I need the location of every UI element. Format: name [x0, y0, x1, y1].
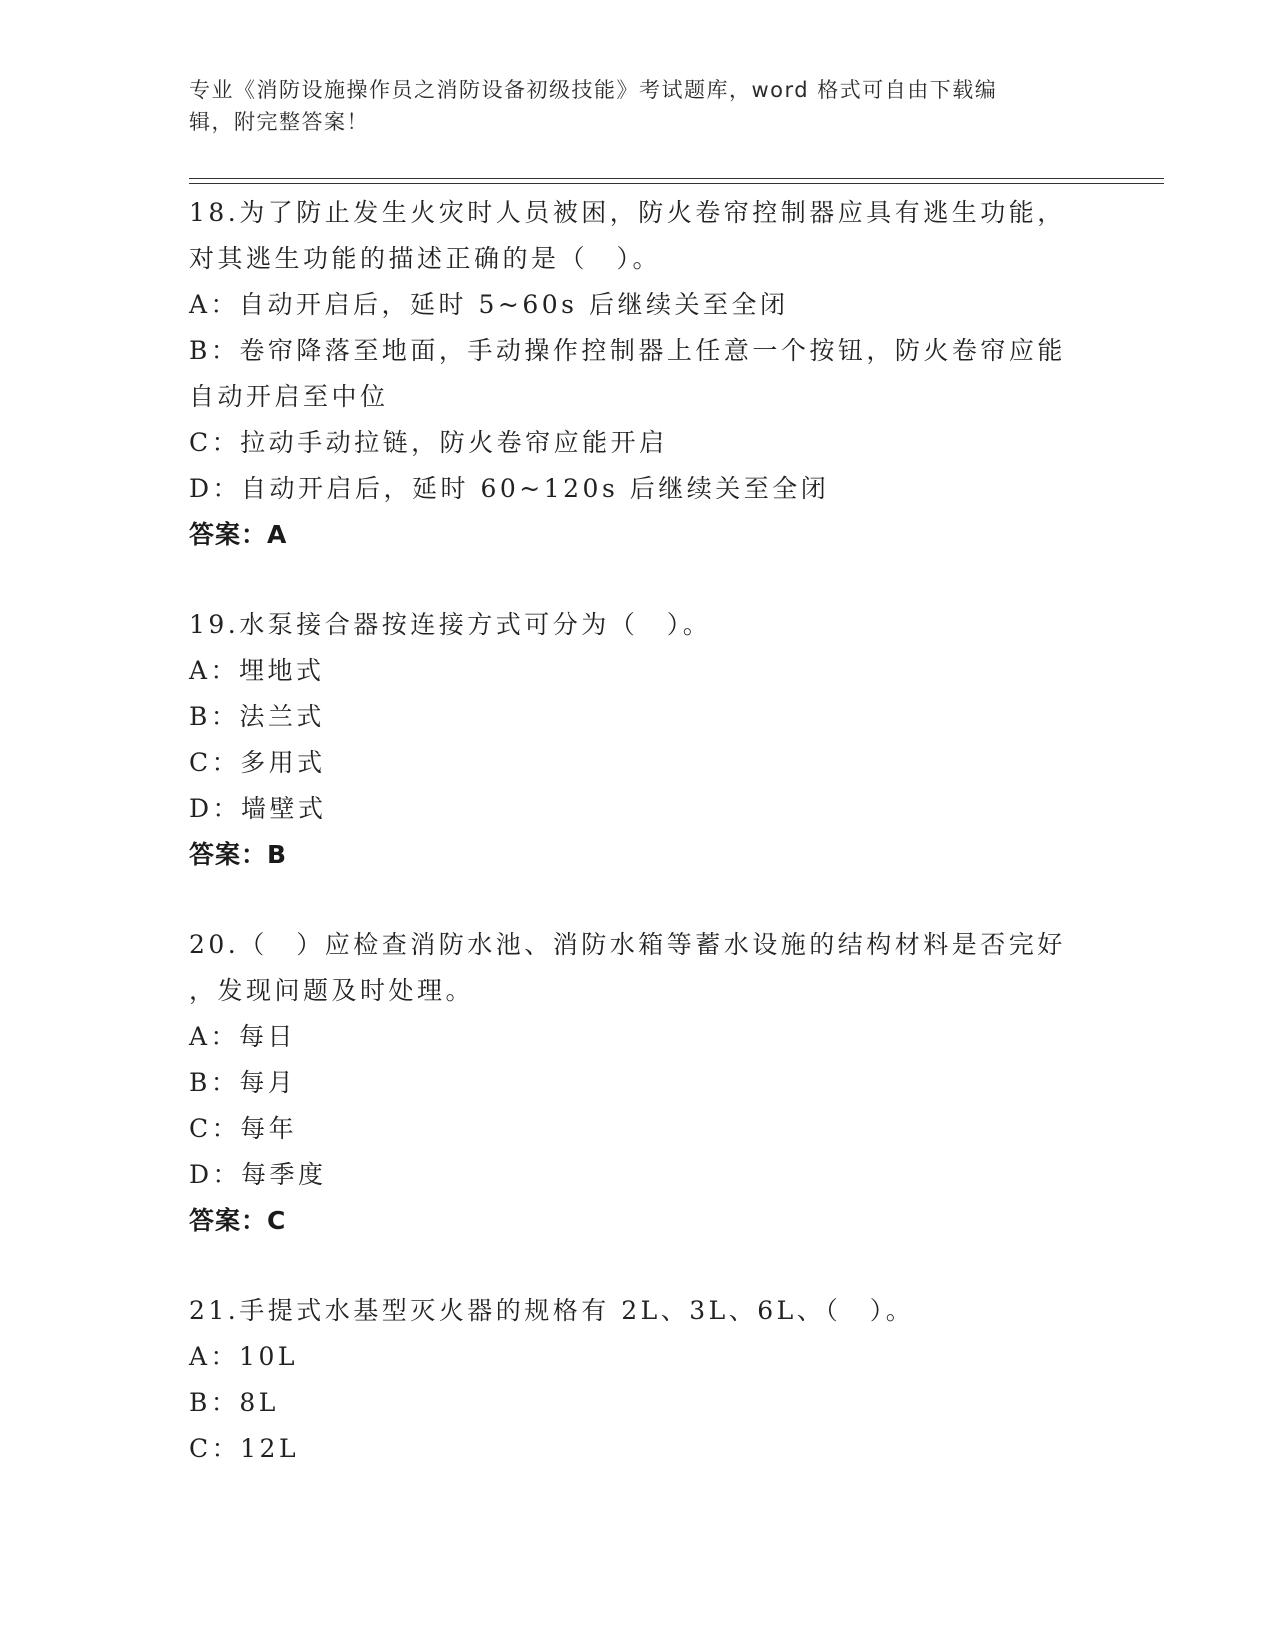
- answer-option-line: A：每日: [189, 1022, 297, 1051]
- answer-label: 答案：: [189, 1206, 268, 1235]
- answer-option-line: B：8L: [189, 1388, 279, 1417]
- question-stem-line: 对其逃生功能的描述正确的是（ ）。: [189, 244, 662, 273]
- answer-option-line: D：自动开启后，延时 60~120s 后继续关至全闭: [189, 474, 830, 503]
- question-stem-line: 19.水泵接合器按连接方式可分为（ ）。: [189, 610, 712, 639]
- answer-label: 答案：: [189, 840, 268, 869]
- question-block: [189, 190, 1089, 558]
- answer-option-line: D：每季度: [189, 1160, 327, 1189]
- answer-option-line: C：多用式: [189, 748, 326, 777]
- answer-key: [189, 832, 1089, 878]
- answer-option-line: A：自动开启后，延时 5~60s 后继续关至全闭: [189, 290, 789, 319]
- header-divider-bottom: [189, 183, 1164, 184]
- answer-value: C: [267, 1206, 287, 1235]
- answer-option-line: D：墙壁式: [189, 794, 327, 823]
- answer-option-line: B：法兰式: [189, 702, 325, 731]
- question-stem-line: ，发现问题及时处理。: [189, 976, 475, 1005]
- answer-option-line: C：拉动手动拉链，防火卷帘应能开启: [189, 428, 668, 457]
- answer-label: 答案：: [189, 520, 268, 549]
- question-stem-line: 20.（ ）应检查消防水池、消防水箱等蓄水设施的结构材料是否完好: [189, 930, 1066, 959]
- header-divider-top: [189, 178, 1164, 179]
- header-line-2: 辑，附完整答案！: [189, 110, 369, 134]
- answer-key: [189, 512, 1089, 558]
- document-header: [189, 74, 1079, 138]
- answer-option-line: C：每年: [189, 1114, 298, 1143]
- answer-value: A: [267, 520, 288, 549]
- header-line-1: 专业《消防设施操作员之消防设备初级技能》考试题库，word 格式可自由下载编: [189, 78, 998, 102]
- answer-option-line: C：12L: [189, 1434, 300, 1463]
- answer-option-line: 自动开启至中位: [189, 382, 389, 411]
- question-list: [189, 190, 1089, 1472]
- question-block: [189, 922, 1089, 1244]
- answer-option-line: B：每月: [189, 1068, 297, 1097]
- question-block: [189, 602, 1089, 878]
- answer-option-line: B：卷帘降落至地面，手动操作控制器上任意一个按钮，防火卷帘应能: [189, 336, 1066, 365]
- answer-key: [189, 1198, 1089, 1244]
- question-block: [189, 1288, 1089, 1472]
- answer-option-line: A：10L: [189, 1342, 298, 1371]
- answer-value: B: [267, 840, 288, 869]
- answer-option-line: A：埋地式: [189, 656, 325, 685]
- question-stem-line: 18.为了防止发生火灾时人员被困，防火卷帘控制器应具有逃生功能，: [189, 198, 1066, 227]
- question-stem-line: 21.手提式水基型灭火器的规格有 2L、3L、6L、（ ）。: [189, 1296, 915, 1325]
